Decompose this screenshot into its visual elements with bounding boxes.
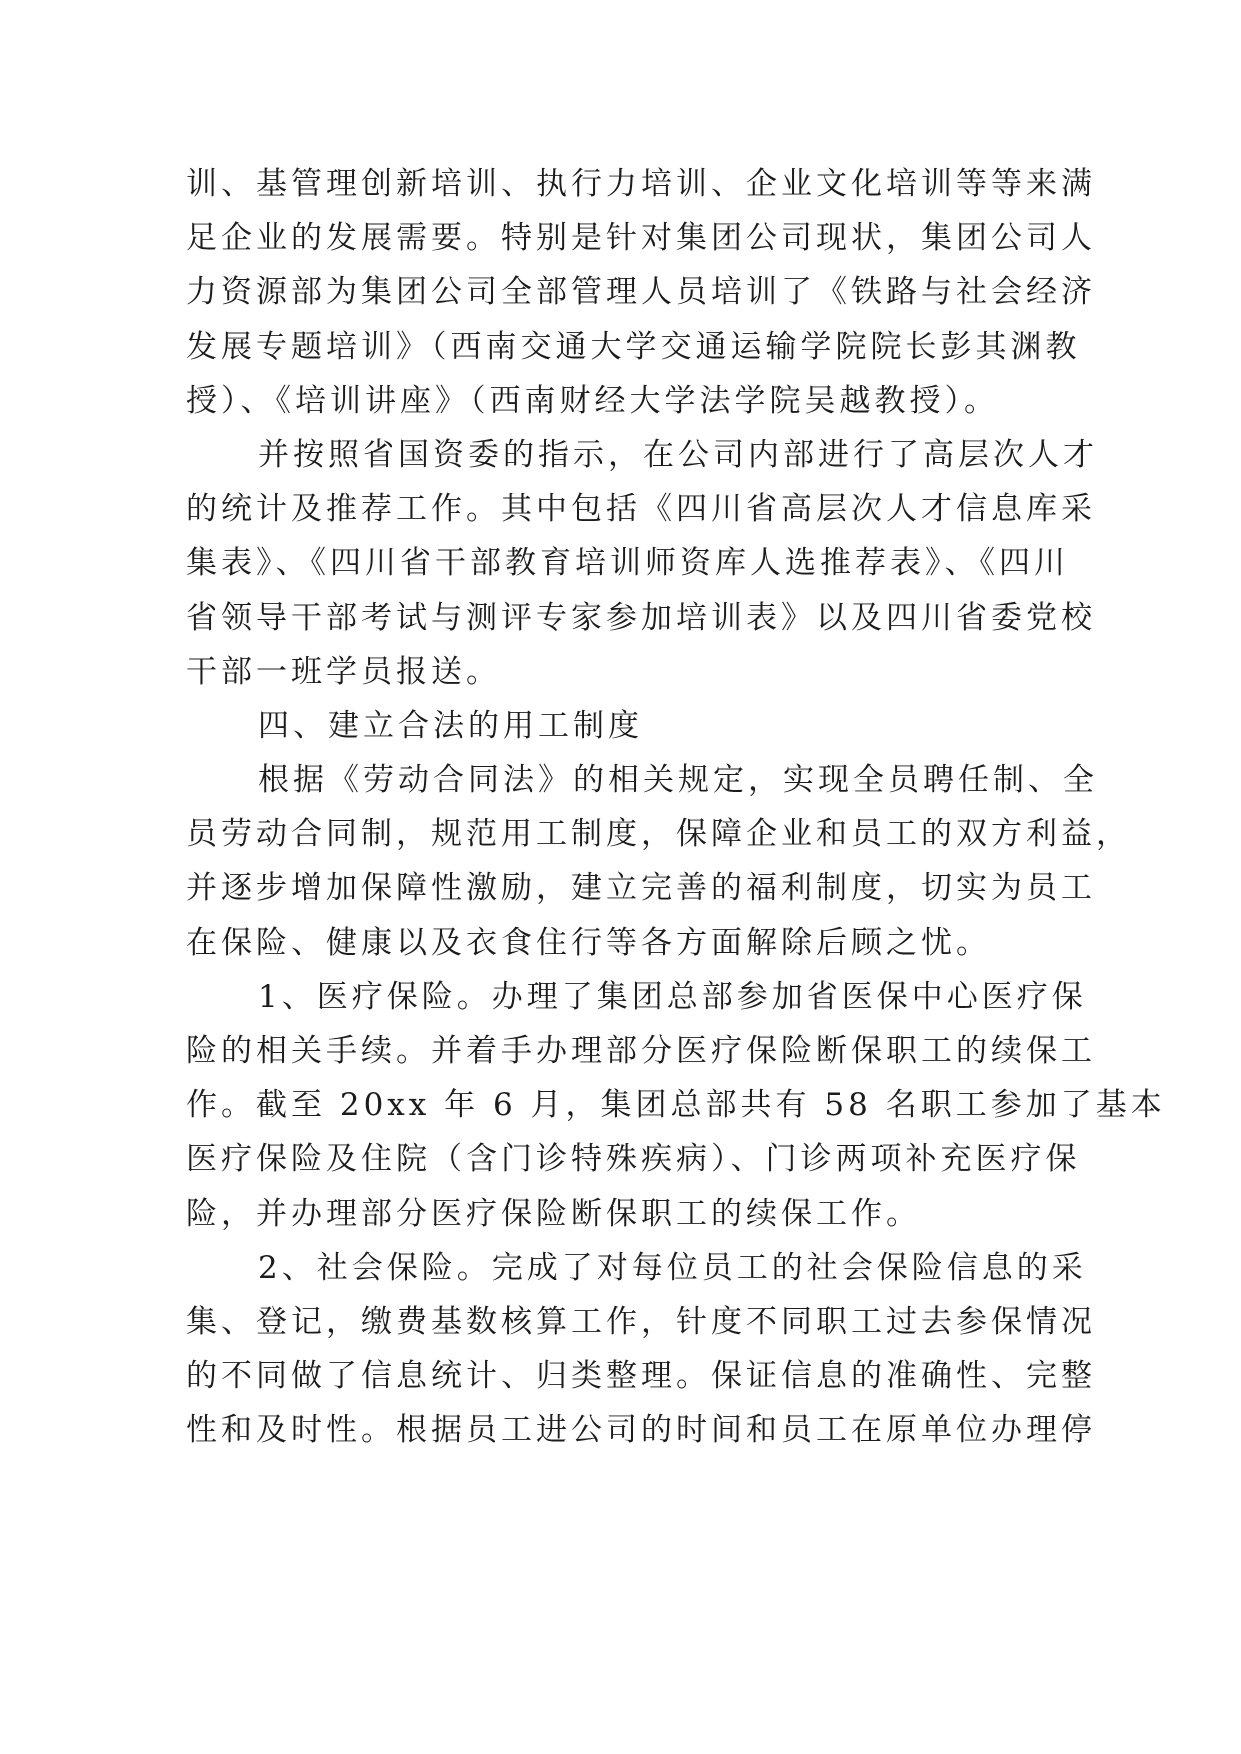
text-line-4: 发展专题培训》（西南交通大学交通运输学院院长彭其渊教 [186,328,1081,365]
text-line-22: 集、登记，缴费基数核算工作，针度不同职工过去参保情况 [186,1303,1096,1340]
text-line-12: 根据《劳动合同法》的相关规定，实现全员聘任制、全 [258,762,1098,799]
text-line-15: 在保险、健康以及衣食住行等各方面解除后顾之忧。 [186,924,991,961]
text-line-9: 省领导干部考试与测评专家参加培训表》以及四川省委党校 [186,599,1096,636]
text-line-16: 1、医疗保险。办理了集团总部参加省医保中心医疗保 [258,978,1087,1015]
text-line-20: 险，并办理部分医疗保险断保职工的续保工作。 [186,1195,921,1232]
text-line-8: 集表》、《四川省干部教育培训师资库人选推荐表》、《四川 [186,545,1069,582]
text-line-2: 足企业的发展需要。特别是针对集团公司现状，集团公司人 [186,220,1096,257]
text-line-6: 并按照省国资委的指示，在公司内部进行了高层次人才 [258,436,1098,473]
text-line-7: 的统计及推荐工作。其中包括《四川省高层次人才信息库采 [186,491,1096,528]
text-line-24: 性和及时性。根据员工进公司的时间和员工在原单位办理停 [186,1412,1096,1449]
document-body [186,157,1166,1458]
text-line-1: 训、基管理创新培训、执行力培训、企业文化培训等等来满 [186,166,1096,202]
text-line-14: 并逐步增加保障性激励，建立完善的福利制度，切实为员工 [186,870,1096,907]
text-line-17: 险的相关手续。并着手办理部分医疗保险断保职工的续保工 [186,1033,1096,1069]
text-line-10: 干部一班学员报送。 [186,653,501,690]
text-line-19: 医疗保险及住院（含门诊特殊疾病）、门诊两项补充医疗保 [186,1141,1081,1178]
section-heading: 四、建立合法的用工制度 [258,707,643,744]
text-line-23: 的不同做了信息统计、归类整理。保证信息的准确性、完整 [186,1358,1096,1395]
text-line-3: 力资源部为集团公司全部管理人员培训了《铁路与社会经济 [186,274,1096,311]
text-line-21: 2、社会保险。完成了对每位员工的社会保险信息的采 [258,1249,1087,1286]
text-line-13: 员劳动合同制，规范用工制度，保障企业和员工的双方利益， [186,816,1131,853]
text-line-18: 作。截至 20xx 年 6 月，集团总部共有 58 名职工参加了基本 [186,1087,1166,1124]
text-line-5: 授）、《培训讲座》（西南财经大学法学院吴越教授）。 [186,382,999,419]
